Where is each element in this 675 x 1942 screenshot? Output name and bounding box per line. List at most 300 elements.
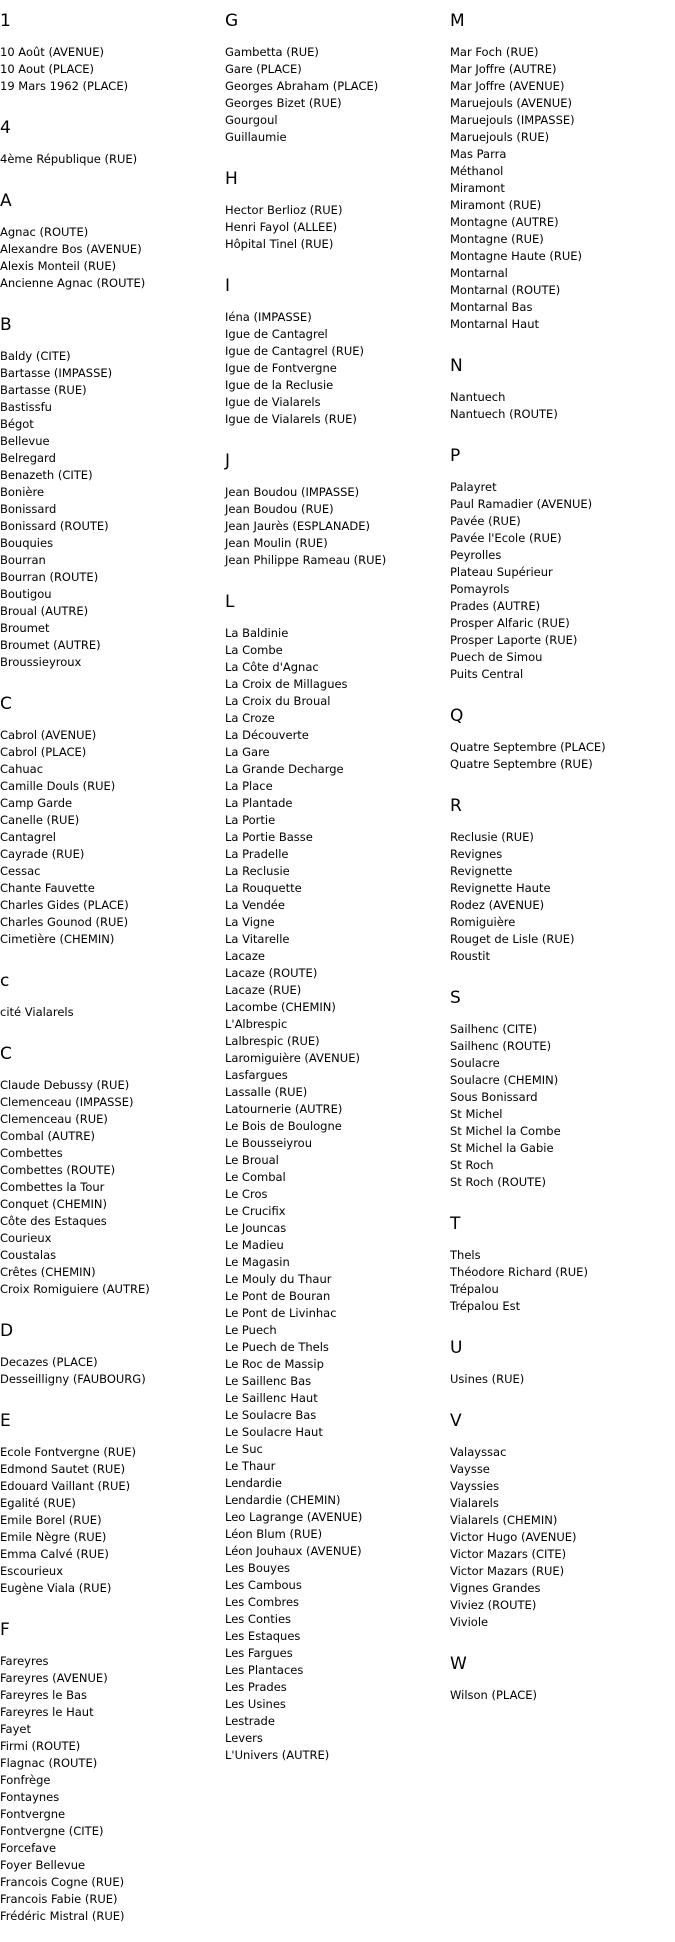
street-name: Emma Calvé (RUE)	[0, 1547, 109, 1561]
street-name: Clemenceau (IMPASSE)	[0, 1095, 134, 1109]
letter-group	[0, 107, 150, 180]
street-name: Gourgoul	[225, 113, 278, 127]
letter-group	[0, 960, 150, 1033]
street-name: Fareyres le Bas	[0, 1688, 88, 1702]
street-name: Le Bousseiyrou	[225, 1136, 313, 1150]
street-name: Lendardie (CHEMIN)	[225, 1493, 341, 1507]
street-name: Cessac	[0, 864, 41, 878]
street-name: Vignes Grandes	[450, 1581, 541, 1595]
street-name: Igue de Vialarels	[225, 395, 321, 409]
street-name: La Place	[225, 779, 273, 793]
street-name: Coustalas	[0, 1248, 57, 1262]
street-name: Mas Parra	[450, 147, 507, 161]
street-name: St Roch (ROUTE)	[450, 1175, 546, 1189]
street-name: Maruejouls (AVENUE)	[450, 96, 572, 110]
street-name: La Vitarelle	[225, 932, 290, 946]
street-list	[450, 389, 606, 423]
street-name: Revignette Haute	[450, 881, 551, 895]
street-name: Puits Central	[450, 667, 524, 681]
street-name: Le Suc	[225, 1442, 263, 1456]
street-name: 10 Août (AVENUE)	[0, 45, 104, 59]
street-name: Pomayrols	[450, 582, 510, 596]
street-name: Cantagrel	[0, 830, 56, 844]
street-name: La Croix de Millagues	[225, 677, 348, 691]
street-list	[0, 1653, 150, 1925]
letter-group	[0, 1609, 150, 1937]
street-name: La Plantade	[225, 796, 293, 810]
street-list	[225, 625, 386, 1764]
street-name: Courieux	[0, 1231, 52, 1245]
street-name: La Vigne	[225, 915, 275, 929]
street-name: Igue de Fontvergne	[225, 361, 337, 375]
street-list	[450, 829, 606, 965]
street-name: Léon Blum (RUE)	[225, 1527, 323, 1541]
street-name: Revignes	[450, 847, 503, 861]
street-name: Lestrade	[225, 1714, 275, 1728]
street-name: Prosper Laporte (RUE)	[450, 633, 578, 647]
street-name: Les Fargues	[225, 1646, 293, 1660]
street-list	[450, 1687, 606, 1704]
street-name: Roustit	[450, 949, 491, 963]
street-name: Jean Jaurès (ESPLANADE)	[225, 519, 370, 533]
street-name: Latournerie (AUTRE)	[225, 1102, 343, 1116]
street-name: Georges Bizet (RUE)	[225, 96, 342, 110]
street-list	[225, 202, 386, 253]
letter-heading: S	[450, 988, 461, 1008]
street-name: Leo Lagrange (AVENUE)	[225, 1510, 363, 1524]
street-name: Guillaumie	[225, 130, 287, 144]
street-name: Montarnal Bas	[450, 300, 533, 314]
letter-heading: B	[0, 315, 12, 335]
letter-heading: E	[0, 1411, 11, 1431]
street-name: La Grande Decharge	[225, 762, 344, 776]
street-name: Emile Nègre (RUE)	[0, 1530, 107, 1544]
street-list	[450, 44, 606, 333]
street-name: cité Vialarels	[0, 1005, 74, 1019]
street-name: Maruejouls (RUE)	[450, 130, 550, 144]
street-name: Cimetière (CHEMIN)	[0, 932, 115, 946]
street-name: Decazes (PLACE)	[0, 1355, 98, 1369]
street-name: Fontvergne (CITE)	[0, 1824, 104, 1838]
street-list	[0, 224, 150, 292]
street-name: L'Univers (AUTRE)	[225, 1748, 330, 1762]
street-name: Cahuac	[0, 762, 44, 776]
letter-group	[0, 180, 150, 304]
street-list	[0, 1354, 150, 1388]
street-name: Quatre Septembre (PLACE)	[450, 740, 606, 754]
street-name: Victor Hugo (AVENUE)	[450, 1530, 577, 1544]
street-name: Quatre Septembre (RUE)	[450, 757, 593, 771]
street-list	[0, 44, 150, 95]
street-name: Romiguière	[450, 915, 516, 929]
street-name: Miramont	[450, 181, 505, 195]
street-name: Bastissfu	[0, 400, 52, 414]
street-name: Miramont (RUE)	[450, 198, 542, 212]
street-name: Le Mouly du Thaur	[225, 1272, 332, 1286]
street-name: Camille Douls (RUE)	[0, 779, 116, 793]
street-list	[0, 1444, 150, 1597]
letter-heading: T	[450, 1214, 461, 1234]
street-name: Le Broual	[225, 1153, 279, 1167]
street-name: Lacaze (ROUTE)	[225, 966, 318, 980]
street-name: Les Prades	[225, 1680, 287, 1694]
street-name: Vialarels (CHEMIN)	[450, 1513, 558, 1527]
street-index-column-2	[225, 0, 386, 1776]
letter-heading: Q	[450, 706, 464, 726]
street-name: Hector Berlioz (RUE)	[225, 203, 343, 217]
street-name: St Roch	[450, 1158, 494, 1172]
street-name: Le Combal	[225, 1170, 286, 1184]
letter-group	[0, 0, 150, 107]
letter-group	[450, 1643, 606, 1716]
street-name: Soulacre (CHEMIN)	[450, 1073, 559, 1087]
street-list	[450, 739, 606, 773]
street-name: Foyer Bellevue	[0, 1858, 86, 1872]
street-name: Victor Mazars (CITE)	[450, 1547, 567, 1561]
street-name: Edmond Sautet (RUE)	[0, 1462, 126, 1476]
street-index-column-1	[0, 0, 150, 1937]
street-name: Les Cambous	[225, 1578, 302, 1592]
street-list	[225, 309, 386, 428]
street-name: Le Saillenc Bas	[225, 1374, 312, 1388]
street-list	[225, 484, 386, 569]
letter-heading: H	[225, 169, 238, 189]
street-name: Bonissard (ROUTE)	[0, 519, 109, 533]
street-name: 10 Aout (PLACE)	[0, 62, 94, 76]
street-name: Thels	[450, 1248, 481, 1262]
street-name: Les Combres	[225, 1595, 300, 1609]
street-name: Revignette	[450, 864, 513, 878]
street-name: La Pradelle	[225, 847, 289, 861]
letter-group	[0, 1033, 150, 1310]
street-name: Rouget de Lisle (RUE)	[450, 932, 575, 946]
street-name: Lalbrespic (RUE)	[225, 1034, 320, 1048]
street-name: Hôpital Tinel (RUE)	[225, 237, 334, 251]
street-name: Frédéric Mistral (RUE)	[0, 1909, 125, 1923]
street-list	[450, 1371, 606, 1388]
street-name: 19 Mars 1962 (PLACE)	[0, 79, 129, 93]
street-index-column-3	[450, 0, 606, 1716]
street-name: St Michel la Gabie	[450, 1141, 554, 1155]
street-name: Firmi (ROUTE)	[0, 1739, 81, 1753]
street-name: Puech de Simou	[450, 650, 543, 664]
letter-heading: F	[0, 1620, 10, 1640]
street-name: Fayet	[0, 1722, 31, 1736]
street-name: Montagne (RUE)	[450, 232, 544, 246]
street-name: Peyrolles	[450, 548, 502, 562]
street-name: Boutigou	[0, 587, 52, 601]
letter-heading: 4	[0, 118, 11, 138]
street-name: Agnac (ROUTE)	[0, 225, 89, 239]
street-name: Ancienne Agnac (ROUTE)	[0, 276, 146, 290]
street-name: Sailhenc (CITE)	[450, 1022, 538, 1036]
street-name: Igue de la Reclusie	[225, 378, 334, 392]
letter-group	[225, 0, 386, 158]
street-name: Sailhenc (ROUTE)	[450, 1039, 552, 1053]
street-name: Pavée l'Ecole (RUE)	[450, 531, 562, 545]
street-name: Igue de Cantagrel	[225, 327, 328, 341]
street-name: Bellevue	[0, 434, 50, 448]
street-list	[0, 1077, 150, 1298]
street-name: Vaysse	[450, 1462, 490, 1476]
street-name: Jean Boudou (IMPASSE)	[225, 485, 360, 499]
street-name: Côte des Estaques	[0, 1214, 107, 1228]
street-name: Plateau Supérieur	[450, 565, 553, 579]
street-name: La Portie	[225, 813, 276, 827]
letter-group	[0, 683, 150, 960]
street-name: Fareyres le Haut	[0, 1705, 94, 1719]
street-name: Edouard Vaillant (RUE)	[0, 1479, 131, 1493]
street-name: Prosper Alfaric (RUE)	[450, 616, 570, 630]
letter-heading: R	[450, 796, 462, 816]
street-name: Le Madieu	[225, 1238, 284, 1252]
street-name: La Croix du Broual	[225, 694, 331, 708]
letter-heading: I	[225, 276, 231, 296]
street-name: La Combe	[225, 643, 283, 657]
street-name: Mar Joffre (AUTRE)	[450, 62, 557, 76]
street-name: Victor Mazars (RUE)	[450, 1564, 565, 1578]
street-list	[450, 1247, 606, 1315]
street-name: Broual (AUTRE)	[0, 604, 89, 618]
letter-heading: D	[0, 1321, 14, 1341]
letter-group	[450, 1327, 606, 1400]
street-name: Fontaynes	[0, 1790, 60, 1804]
street-name: Camp Garde	[0, 796, 73, 810]
street-name: Montagne (AUTRE)	[450, 215, 559, 229]
street-name: Le Thaur	[225, 1459, 276, 1473]
street-name: Viviez (ROUTE)	[450, 1598, 537, 1612]
street-name: La Croze	[225, 711, 275, 725]
street-name: Alexandre Bos (AVENUE)	[0, 242, 142, 256]
street-name: Bouquies	[0, 536, 54, 550]
street-name: Georges Abraham (PLACE)	[225, 79, 379, 93]
street-name: Vayssies	[450, 1479, 500, 1493]
street-name: St Michel	[450, 1107, 503, 1121]
street-name: Egalité (RUE)	[0, 1496, 76, 1510]
street-name: Levers	[225, 1731, 263, 1745]
street-name: Laromiguière (AVENUE)	[225, 1051, 360, 1065]
street-name: Combettes (ROUTE)	[0, 1163, 116, 1177]
street-name: Lacaze	[225, 949, 265, 963]
street-name: Alexis Monteil (RUE)	[0, 259, 117, 273]
street-name: Jean Philippe Rameau (RUE)	[225, 553, 387, 567]
street-name: Le Puech de Thels	[225, 1340, 329, 1354]
street-name: Le Soulacre Haut	[225, 1425, 323, 1439]
street-name: Conquet (CHEMIN)	[0, 1197, 108, 1211]
street-name: Léon Jouhaux (AVENUE)	[225, 1544, 362, 1558]
street-list	[450, 1021, 606, 1191]
street-list	[450, 479, 606, 683]
street-name: Trépalou	[450, 1282, 499, 1296]
street-name: Les Plantaces	[225, 1663, 304, 1677]
street-name: Montarnal Haut	[450, 317, 540, 331]
street-name: Henri Fayol (ALLEE)	[225, 220, 338, 234]
street-name: Fareyres	[0, 1654, 49, 1668]
street-name: Le Jouncas	[225, 1221, 287, 1235]
street-name: La Rouquette	[225, 881, 302, 895]
street-name: Lacaze (RUE)	[225, 983, 302, 997]
letter-group	[450, 435, 606, 695]
street-name: Montarnal (ROUTE)	[450, 283, 561, 297]
street-name: Lacombe (CHEMIN)	[225, 1000, 336, 1014]
street-name: Pavée (RUE)	[450, 514, 521, 528]
street-name: La Vendée	[225, 898, 285, 912]
street-name: Fonfrège	[0, 1773, 51, 1787]
letter-heading: 1	[0, 11, 11, 31]
street-name: Charles Gides (PLACE)	[0, 898, 129, 912]
street-name: Le Pont de Bouran	[225, 1289, 331, 1303]
street-name: Trépalou Est	[450, 1299, 521, 1313]
street-name: Lasfargues	[225, 1068, 288, 1082]
street-name: Mar Joffre (AVENUE)	[450, 79, 565, 93]
street-name: Sous Bonissard	[450, 1090, 538, 1104]
street-name: Forcefave	[0, 1841, 57, 1855]
street-name: Bonissard	[0, 502, 57, 516]
street-list	[0, 151, 150, 168]
letter-group	[225, 158, 386, 265]
street-name: Benazeth (CITE)	[0, 468, 93, 482]
street-name: Le Pont de Livinhac	[225, 1306, 337, 1320]
letter-group	[0, 1310, 150, 1400]
street-list	[225, 44, 386, 146]
street-name: La Reclusie	[225, 864, 290, 878]
street-name: Maruejouls (IMPASSE)	[450, 113, 575, 127]
street-name: La Côte d'Agnac	[225, 660, 319, 674]
street-name: Montarnal	[450, 266, 508, 280]
street-name: Fontvergne	[0, 1807, 66, 1821]
street-name: Cayrade (RUE)	[0, 847, 85, 861]
street-name: Gare (PLACE)	[225, 62, 302, 76]
street-name: Bartasse (RUE)	[0, 383, 87, 397]
street-name: Bégot	[0, 417, 34, 431]
letter-group	[450, 1203, 606, 1327]
street-name: 4ème République (RUE)	[0, 152, 138, 166]
street-name: Le Puech	[225, 1323, 277, 1337]
street-name: Usines (RUE)	[450, 1372, 525, 1386]
street-name: Le Cros	[225, 1187, 268, 1201]
street-name: Le Crucifix	[225, 1204, 286, 1218]
street-name: Le Saillenc Haut	[225, 1391, 318, 1405]
letter-heading: C	[0, 1044, 12, 1064]
letter-group	[450, 345, 606, 435]
street-name: Francois Fabie (RUE)	[0, 1892, 118, 1906]
street-name: Francois Cogne (RUE)	[0, 1875, 125, 1889]
street-name: Bartasse (IMPASSE)	[0, 366, 113, 380]
letter-heading: L	[225, 592, 235, 612]
street-name: Théodore Richard (RUE)	[450, 1265, 588, 1279]
street-list	[0, 348, 150, 671]
street-name: Rodez (AVENUE)	[450, 898, 545, 912]
street-name: La Découverte	[225, 728, 309, 742]
street-name: Escourieux	[0, 1564, 63, 1578]
letter-heading: c	[0, 971, 10, 991]
letter-group	[450, 977, 606, 1203]
street-name: Mar Foch (RUE)	[450, 45, 539, 59]
letter-heading: G	[225, 11, 239, 31]
street-name: L'Albrespic	[225, 1017, 288, 1031]
street-name: St Michel la Combe	[450, 1124, 561, 1138]
street-name: Nantuech (ROUTE)	[450, 407, 558, 421]
street-name: Les Estaques	[225, 1629, 301, 1643]
street-name: Broussieyroux	[0, 655, 82, 669]
street-list	[0, 727, 150, 948]
letter-group	[450, 695, 606, 785]
street-name: Eugène Viala (RUE)	[0, 1581, 112, 1595]
street-name: Igue de Cantagrel (RUE)	[225, 344, 365, 358]
street-name: Croix Romiguiere (AUTRE)	[0, 1282, 150, 1296]
street-name: Lassalle (RUE)	[225, 1085, 308, 1099]
letter-group	[225, 440, 386, 581]
street-name: La Baldinie	[225, 626, 289, 640]
street-name: Clemenceau (RUE)	[0, 1112, 108, 1126]
letter-group	[450, 785, 606, 977]
street-name: Paul Ramadier (AVENUE)	[450, 497, 593, 511]
street-name: Emile Borel (RUE)	[0, 1513, 102, 1527]
street-name: Nantuech	[450, 390, 506, 404]
street-name: Bourran	[0, 553, 46, 567]
street-name: Broumet	[0, 621, 50, 635]
street-name: Combettes la Tour	[0, 1180, 105, 1194]
street-list	[450, 1444, 606, 1631]
street-name: Le Bois de Boulogne	[225, 1119, 342, 1133]
street-name: Les Bouyes	[225, 1561, 291, 1575]
street-name: Jean Moulin (RUE)	[225, 536, 328, 550]
street-name: Méthanol	[450, 164, 504, 178]
street-name: Flagnac (ROUTE)	[0, 1756, 98, 1770]
street-name: Ecole Fontvergne (RUE)	[0, 1445, 136, 1459]
street-name: Le Roc de Massip	[225, 1357, 324, 1371]
letter-heading: N	[450, 356, 463, 376]
street-name: Combal (AUTRE)	[0, 1129, 96, 1143]
street-name: Les Usines	[225, 1697, 286, 1711]
street-name: Belregard	[0, 451, 56, 465]
letter-group	[0, 304, 150, 683]
street-name: Desseilligny (FAUBOURG)	[0, 1372, 146, 1386]
street-name: Crêtes (CHEMIN)	[0, 1265, 96, 1279]
street-name: Bonière	[0, 485, 45, 499]
letter-heading: P	[450, 446, 461, 466]
street-name: Vialarels	[450, 1496, 499, 1510]
street-name: Lendardie	[225, 1476, 283, 1490]
street-name: Palayret	[450, 480, 497, 494]
street-name: Charles Gounod (RUE)	[0, 915, 129, 929]
letter-heading: M	[450, 11, 465, 31]
street-name: Le Soulacre Bas	[225, 1408, 317, 1422]
street-name: Broumet (AUTRE)	[0, 638, 101, 652]
street-name: Viviole	[450, 1615, 489, 1629]
letter-group	[450, 0, 606, 345]
letter-group	[0, 1400, 150, 1609]
street-name: Reclusie (RUE)	[450, 830, 534, 844]
street-list	[0, 1004, 150, 1021]
street-name: Canelle (RUE)	[0, 813, 80, 827]
letter-heading: W	[450, 1654, 467, 1674]
letter-group	[450, 1400, 606, 1643]
letter-heading: J	[225, 451, 231, 471]
street-name: Combettes	[0, 1146, 63, 1160]
street-name: Claude Debussy (RUE)	[0, 1078, 130, 1092]
letter-heading: A	[0, 191, 12, 211]
street-name: Chante Fauvette	[0, 881, 95, 895]
street-name: Valayssac	[450, 1445, 507, 1459]
street-name: Les Conties	[225, 1612, 292, 1626]
street-name: Cabrol (PLACE)	[0, 745, 87, 759]
street-name: Cabrol (AVENUE)	[0, 728, 97, 742]
letter-heading: C	[0, 694, 12, 714]
street-name: Montagne Haute (RUE)	[450, 249, 582, 263]
street-name: La Portie Basse	[225, 830, 313, 844]
letter-heading: V	[450, 1411, 462, 1431]
